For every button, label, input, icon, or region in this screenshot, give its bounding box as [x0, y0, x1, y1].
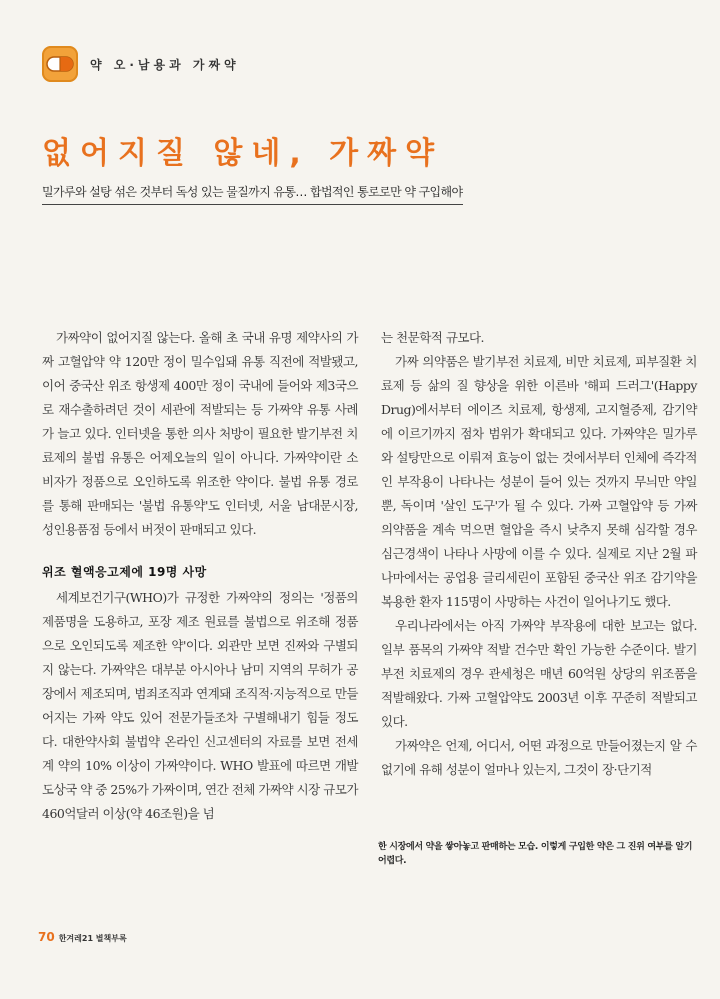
paragraph: 가짜약이 없어지질 않는다. 올해 초 국내 유명 제약사의 가짜 고혈압약 약 120만 정이 밀수입돼 유통 직전에 적발됐고, 이어 중국산 위조 항생제 400만 정이 국내에 들어와 제3국으로 재수출하려던 것이 세관에 적발되는 등 가짜약 유통 사례가 늘고 있다. 인터넷을 통한 의사 처방이 필요한 발기부전 치료제의 불법 유통은 어제오늘의 일이 아니다. 가짜약이란 소비자가 정품으로 오인하도록 위조한 약이다. 불법 유통 경로를 통해 판매되는 '불법 유통약'도 인터넷, 서울 남대문시장, 성인용품점 등에서 버젓이 판매되고 있다.: [42, 330, 358, 537]
right-column: [381, 326, 697, 782]
paragraph: 가짜약은 언제, 어디서, 어떤 과정으로 만들어졌는지 알 수 없기에 유해 성분이 얼마나 있는지, 그것이 장·단기적: [381, 738, 697, 777]
paragraph: 는 천문학적 규모다.: [381, 330, 485, 345]
paragraph: 가짜 의약품은 발기부전 치료제, 비만 치료제, 피부질환 치료제 등 삶의 질 향상을 위한 이른바 '해피 드러그'(Happy Drug)에서부터 에이즈 치료제, 항생제, 고지혈증제, 감기약에 이르기까지 점차 범위가 확대되고 있다. 가짜약은 밀가루와 설탕만으로 이뤄져 효능이 없는 것에서부터 인체에 즉각적인 부작용이 나타나는 성분이 들어 있는 것까지 무늬만 약일 뿐, 독이며 '살인 도구'가 될 수 있다. 가짜 고혈압약 등 가짜 의약품을 계속 먹으면 혈압을 즉시 낮추지 못해 심각할 경우 심근경색이 나타나 사망에 이를 수 있다. 실제로 지난 2월 파나마에서는 공업용 글리세린이 포함된 중국산 위조 감기약을 복용한 환자 115명이 사망하는 사건이 일어나기도 했다.: [381, 354, 697, 609]
article-subtitle: 밀가루와 설탕 섞은 것부터 독성 있는 물질까지 유통… 합법적인 통로로만 약 구입해야: [42, 183, 463, 205]
paragraph: 우리나라에서는 아직 가짜약 부작용에 대한 보고는 없다. 일부 품목의 가짜약 적발 건수만 확인 가능한 수준이다. 발기부전 치료제의 경우 관세청은 매년 60억원 상당의 위조품을 적발해왔다. 가짜 고혈압약도 2003년 이후 꾸준히 적발되고 있다.: [381, 618, 697, 729]
section-header: [42, 46, 240, 82]
left-column: [42, 326, 358, 826]
photo-caption: 한 시장에서 약을 쌓아놓고 판매하는 모습. 이렇게 구입한 약은 그 진위 여부를 알기 어렵다.: [378, 842, 693, 866]
section-label: 약 오·남용과 가짜약: [90, 57, 240, 72]
page-number: 70: [38, 930, 55, 944]
sub-heading: 위조 혈액응고제에 19명 사망: [42, 565, 207, 579]
publication-name: 한겨레21 별책부록: [58, 934, 127, 943]
article-title: 없어지질 않네, 가짜약: [42, 136, 444, 171]
page-footer: [38, 930, 127, 944]
pill-capsule-icon: [42, 46, 78, 82]
paragraph: 세계보건기구(WHO)가 규정한 가짜약의 정의는 '정품의 제품명을 도용하고, 포장 제조 원료를 불법으로 위조해 정품으로 오인되도록 제조한 약'이다. 외관만 보면 진짜와 구별되지 않는다. 가짜약은 대부분 아시아나 남미 지역의 무허가 공장에서 제조되며, 범죄조직과 연계돼 조직적·지능적으로 만들어지는 가짜 약도 있어 전문가들조차 구별해내기 힘들 정도다. 대한약사회 불법약 온라인 신고센터의 자료를 보면 전세계 약의 10% 이상이 가짜약이다. WHO 발표에 따르면 개발도상국 약 중 25%가 가짜이며, 연간 전체 가짜약 시장 규모가 460억달러 이상(약 46조원)을 넘: [42, 590, 358, 821]
